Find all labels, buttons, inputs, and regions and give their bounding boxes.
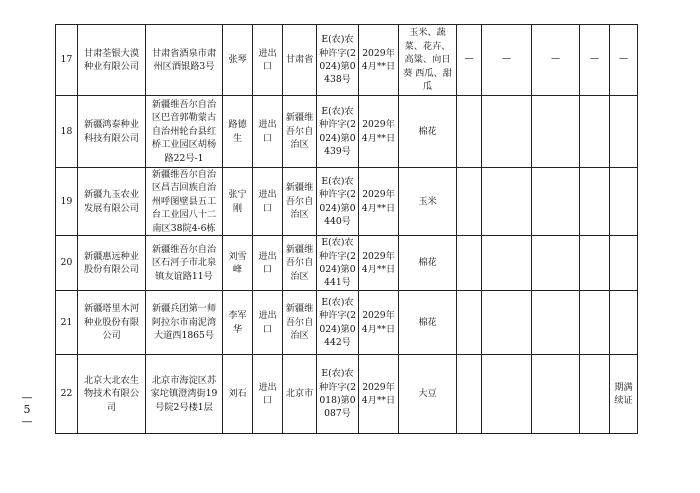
address: 新疆维吾尔自治区石河子市北泉镇友谊路11号: [146, 236, 223, 291]
address: 新疆维吾尔自治区巴音郭勒蒙古自治州轮台县红桥工业园区胡杨路22号-1: [146, 96, 223, 168]
empty-cell: [482, 236, 532, 291]
license-number: E(农)农种许字(2024)第0438号: [317, 25, 359, 96]
issuing-region: 新疆维吾尔自治区: [283, 96, 317, 168]
empty-cell: [457, 168, 482, 236]
table-row: [56, 168, 638, 236]
empty-cell: —: [580, 25, 610, 96]
license-number: E(农)农种许字(2024)第0439号: [317, 96, 359, 168]
license-number: E(农)农种许字(2018)第0087号: [317, 355, 359, 434]
empty-cell: [457, 355, 482, 434]
business-type: 进出口: [253, 355, 283, 434]
empty-cell: [532, 96, 580, 168]
table-row: [56, 25, 638, 96]
empty-cell: —: [532, 25, 580, 96]
page-number: [20, 392, 34, 428]
issuing-region: 甘肃省: [283, 25, 317, 96]
row-number: 19: [56, 168, 78, 236]
empty-cell: [580, 168, 610, 236]
empty-cell: [482, 96, 532, 168]
address: 甘肃省酒泉市肃州区酒银路3号: [146, 25, 223, 96]
empty-cell: [482, 291, 532, 355]
expiry-date: 2029年4月**日: [359, 168, 399, 236]
company-name: 新疆塔里木河种业股份有限公司: [78, 291, 146, 355]
empty-cell: [580, 291, 610, 355]
address: 北京市海淀区苏家坨镇澄湾街19号院2号楼1层: [146, 355, 223, 434]
empty-cell: [580, 96, 610, 168]
empty-cell: [610, 291, 638, 355]
row-number: 22: [56, 355, 78, 434]
issuing-region: 新疆维吾尔自治区: [283, 291, 317, 355]
issuing-region: 北京市: [283, 355, 317, 434]
page-number-digit: 5: [23, 403, 31, 416]
empty-cell: [532, 168, 580, 236]
empty-cell: —: [482, 25, 532, 96]
empty-cell: [580, 236, 610, 291]
expiry-date: 2029年4月**日: [359, 236, 399, 291]
empty-cell: [580, 355, 610, 434]
expiry-date: 2029年4月**日: [359, 291, 399, 355]
expiry-date: 2029年4月**日: [359, 25, 399, 96]
renewal-note: 期满续证: [610, 355, 638, 434]
table-row: [56, 291, 638, 355]
empty-cell: [610, 96, 638, 168]
row-number: 20: [56, 236, 78, 291]
legal-person: 路德生: [223, 96, 253, 168]
company-name: 新疆鸿泰种业科技有限公司: [78, 96, 146, 168]
table-row: [56, 236, 638, 291]
empty-cell: [532, 236, 580, 291]
empty-cell: [532, 355, 580, 434]
legal-person: 刘石: [223, 355, 253, 434]
row-number: 18: [56, 96, 78, 168]
crop-types: 玉米、蔬菜、花卉、高粱、向日葵 西瓜、甜瓜: [399, 25, 457, 96]
address: 新疆维吾尔自治区昌吉回族自治州呼图壁县五工台工业园八十二南区38院4-6栋: [146, 168, 223, 236]
legal-person: 张宁刚: [223, 168, 253, 236]
empty-cell: [457, 236, 482, 291]
row-number: 21: [56, 291, 78, 355]
expiry-date: 2029年4月**日: [359, 96, 399, 168]
legal-person: 张琴: [223, 25, 253, 96]
company-name: 甘肃荃银大漠种业有限公司: [78, 25, 146, 96]
business-type: 进出口: [253, 25, 283, 96]
company-name: 北京大北农生物技术有限公司: [78, 355, 146, 434]
empty-cell: [457, 96, 482, 168]
page-number-dash-bottom: —: [21, 415, 33, 428]
empty-cell: [610, 168, 638, 236]
empty-cell: [532, 291, 580, 355]
row-number: 17: [56, 25, 78, 96]
empty-cell: [482, 168, 532, 236]
crop-types: 棉花: [399, 236, 457, 291]
crop-types: 棉花: [399, 96, 457, 168]
business-type: 进出口: [253, 236, 283, 291]
crop-types: 大豆: [399, 355, 457, 434]
license-number: E(农)农种许字(2024)第0442号: [317, 291, 359, 355]
business-type: 进出口: [253, 168, 283, 236]
empty-cell: [482, 355, 532, 434]
empty-cell: —: [457, 25, 482, 96]
empty-cell: —: [610, 25, 638, 96]
empty-cell: [610, 236, 638, 291]
license-number: E(农)农种许字(2024)第0440号: [317, 168, 359, 236]
business-type: 进出口: [253, 291, 283, 355]
company-name: 新疆惠远种业股份有限公司: [78, 236, 146, 291]
company-name: 新疆九玉农业发展有限公司: [78, 168, 146, 236]
legal-person: 李军华: [223, 291, 253, 355]
crop-types: 棉花: [399, 291, 457, 355]
legal-person: 刘雪峰: [223, 236, 253, 291]
issuing-region: 新疆维吾尔自治区: [283, 236, 317, 291]
table-row: [56, 355, 638, 434]
table-row: [56, 96, 638, 168]
page-number-dash-top: —: [21, 391, 33, 404]
issuing-region: 新疆维吾尔自治区: [283, 168, 317, 236]
empty-cell: [457, 291, 482, 355]
license-number: E(农)农种许字(2024)第0441号: [317, 236, 359, 291]
license-table: [55, 24, 638, 434]
address: 新疆兵团第一师阿拉尔市南泥湾大道西1865号: [146, 291, 223, 355]
business-type: 进出口: [253, 96, 283, 168]
crop-types: 玉米: [399, 168, 457, 236]
expiry-date: 2029年4月**日: [359, 355, 399, 434]
